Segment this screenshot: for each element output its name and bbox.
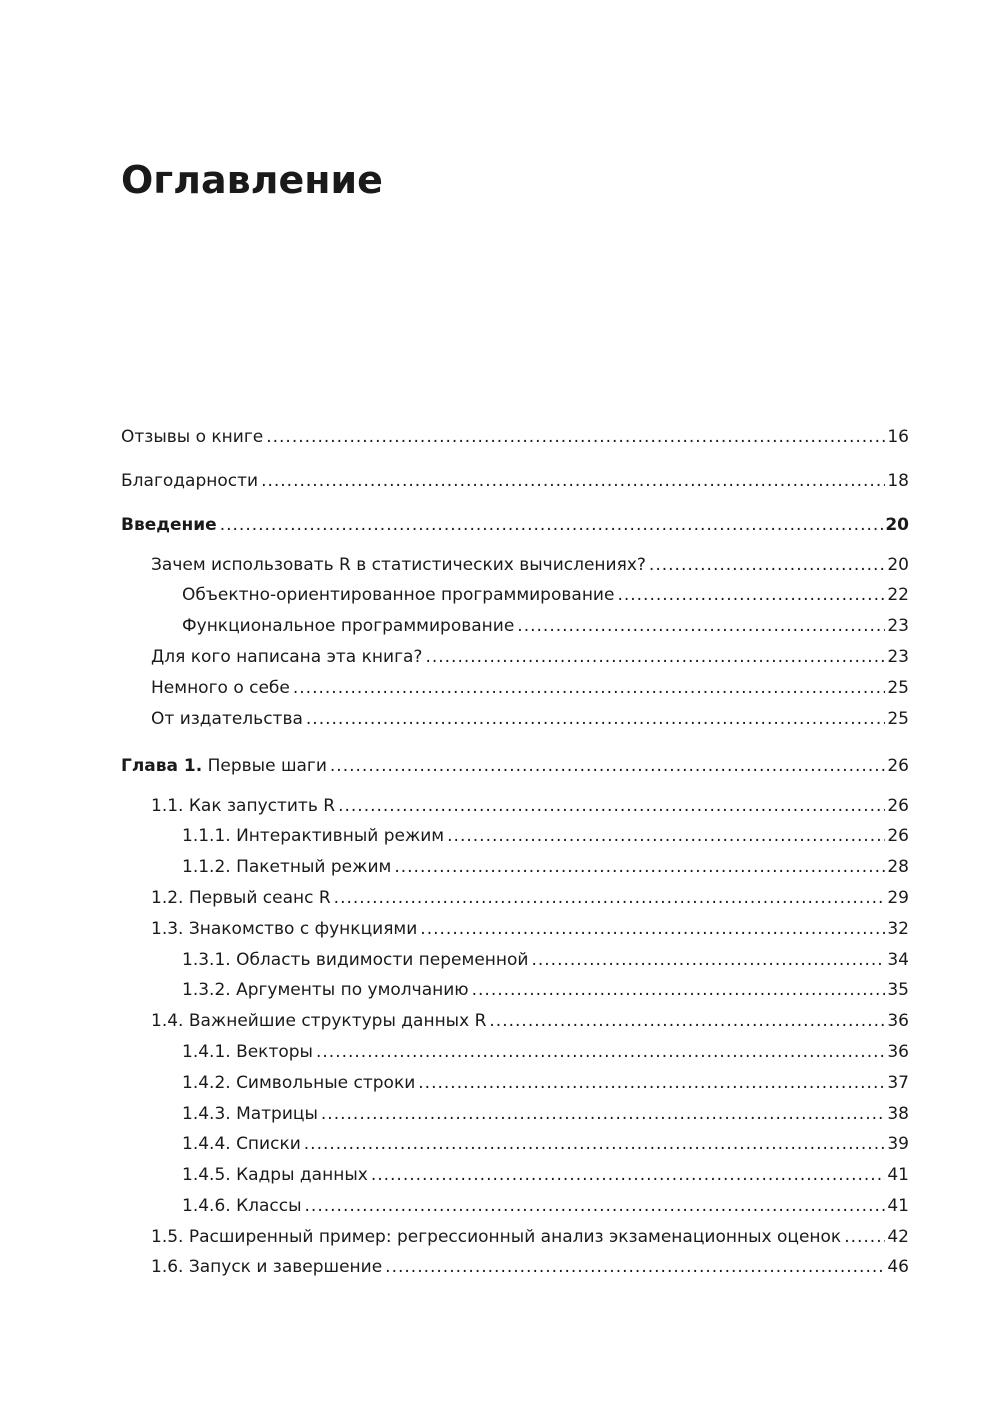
toc-page-number: 20 [885,515,909,535]
toc-entry-title: 1.3. Знакомство с функциями [151,919,418,939]
dot-leader [617,581,885,609]
dot-leader [489,1007,885,1035]
toc-entry[interactable] [182,976,909,1004]
toc-entry-intro[interactable] [121,511,909,539]
dot-leader [330,752,885,780]
toc-entry-title: Зачем использовать R в статистических вычислениях? [151,555,646,575]
toc-entry[interactable] [151,1253,909,1281]
toc-entry-chapter[interactable] [121,752,909,780]
toc-page-number: 16 [887,427,909,447]
toc-entry[interactable] [182,1161,909,1189]
toc-entry-title: Объектно-ориентированное программирование [182,585,615,605]
toc-entry[interactable] [182,1038,909,1066]
toc-page-number: 20 [887,555,909,575]
chapter-number: Глава 1. [121,756,203,776]
toc-entry[interactable] [151,1223,909,1251]
toc-entry[interactable] [151,884,909,912]
toc-entry[interactable] [182,1100,909,1128]
toc-entry[interactable] [151,551,909,579]
toc-entry[interactable] [182,946,909,974]
toc-page-number: 18 [887,471,909,491]
toc-entry-title: 1.4. Важнейшие структуры данных R [151,1011,487,1031]
toc-entry-title: 1.1. Как запустить R [151,796,336,816]
toc-page-number: 26 [887,756,909,776]
toc-entry-title: Благодарности [121,471,259,491]
toc-entry-title: 1.4.6. Классы [182,1196,302,1216]
dot-leader [334,884,886,912]
toc-page-number: 26 [887,796,909,816]
dot-leader [261,467,885,495]
dot-leader [385,1253,885,1281]
toc-page-number: 22 [887,585,909,605]
toc-entry-title: Немного о себе [151,678,290,698]
toc-entry-title: 1.4.1. Векторы [182,1042,313,1062]
dot-leader [316,1038,885,1066]
toc-page-number: 37 [887,1073,909,1093]
dot-leader [844,1223,885,1251]
toc-page-number: 23 [887,647,909,667]
toc-page-number: 28 [887,857,909,877]
toc-entry[interactable] [151,915,909,943]
toc-entry[interactable] [151,792,909,820]
toc-page-number: 29 [887,888,909,908]
toc-entry-title: Функциональное программирование [182,616,515,636]
dot-leader [425,643,885,671]
toc-entry[interactable] [182,1069,909,1097]
dot-leader [418,1069,885,1097]
toc-entry[interactable] [182,581,909,609]
dot-leader [306,705,885,733]
toc-page-number: 35 [887,980,909,1000]
toc-entry-title: 1.4.4. Списки [182,1134,301,1154]
toc-page-number: 46 [887,1257,909,1277]
dot-leader [531,946,885,974]
dot-leader [517,612,885,640]
toc-page-number: 41 [887,1196,909,1216]
toc-entry-title [121,752,327,780]
toc-entry[interactable] [121,467,909,495]
dot-leader [321,1100,885,1128]
toc-entry[interactable] [182,822,909,850]
toc-entry-title: 1.6. Запуск и завершение [151,1257,383,1277]
toc-entry-title: 1.3.2. Аргументы по умолчанию [182,980,469,1000]
toc-page-number: 41 [887,1165,909,1185]
toc-page-number: 36 [887,1042,909,1062]
dot-leader [472,976,886,1004]
dot-leader [304,1130,886,1158]
toc-entry-title: Для кого написана эта книга? [151,647,423,667]
dot-leader [371,1161,886,1189]
toc-entry[interactable] [151,643,909,671]
toc-entry-title: 1.2. Первый сеанс R [151,888,331,908]
dot-leader [266,423,885,451]
page-title: Оглавление [121,158,383,202]
toc-page-number: 38 [887,1104,909,1124]
toc-entry[interactable] [182,1130,909,1158]
dot-leader [394,853,885,881]
dot-leader [420,915,885,943]
toc-entry[interactable] [151,705,909,733]
toc-page-number: 39 [887,1134,909,1154]
toc-entry-title: 1.5. Расширенный пример: регрессионный анализ экзаменационных оценок [151,1227,842,1247]
toc-entry[interactable] [151,1007,909,1035]
toc-entry-title: 1.3.1. Область видимости переменной [182,950,529,970]
toc-entry[interactable] [182,853,909,881]
chapter-title: Первые шаги [207,756,327,776]
toc-page-number: 34 [887,950,909,970]
dot-leader [305,1192,886,1220]
toc-entry-title: 1.4.2. Символьные строки [182,1073,416,1093]
toc-entry-title: 1.1.2. Пакетный режим [182,857,392,877]
toc-entry[interactable] [182,1192,909,1220]
dot-leader [293,674,885,702]
toc-entry-title: Введение [121,515,217,535]
toc-entry[interactable] [151,674,909,702]
toc-page-number: 32 [887,919,909,939]
toc-page-number: 25 [887,678,909,698]
toc-entry-title: 1.4.5. Кадры данных [182,1165,368,1185]
dot-leader [447,822,885,850]
toc-page-number: 26 [887,826,909,846]
toc-entry[interactable] [121,423,909,451]
toc-page-number: 25 [887,709,909,729]
toc-page-number: 42 [887,1227,909,1247]
toc-entry-title: От издательства [151,709,303,729]
dot-leader [338,792,885,820]
toc-entry-title: 1.4.3. Матрицы [182,1104,318,1124]
dot-leader [649,551,885,579]
toc-entry-title: 1.1.1. Интерактивный режим [182,826,445,846]
toc-entry[interactable] [182,612,909,640]
dot-leader [220,511,884,539]
toc-entry-title: Отзывы о книге [121,427,264,447]
toc-page-number: 36 [887,1011,909,1031]
toc-page-number: 23 [887,616,909,636]
